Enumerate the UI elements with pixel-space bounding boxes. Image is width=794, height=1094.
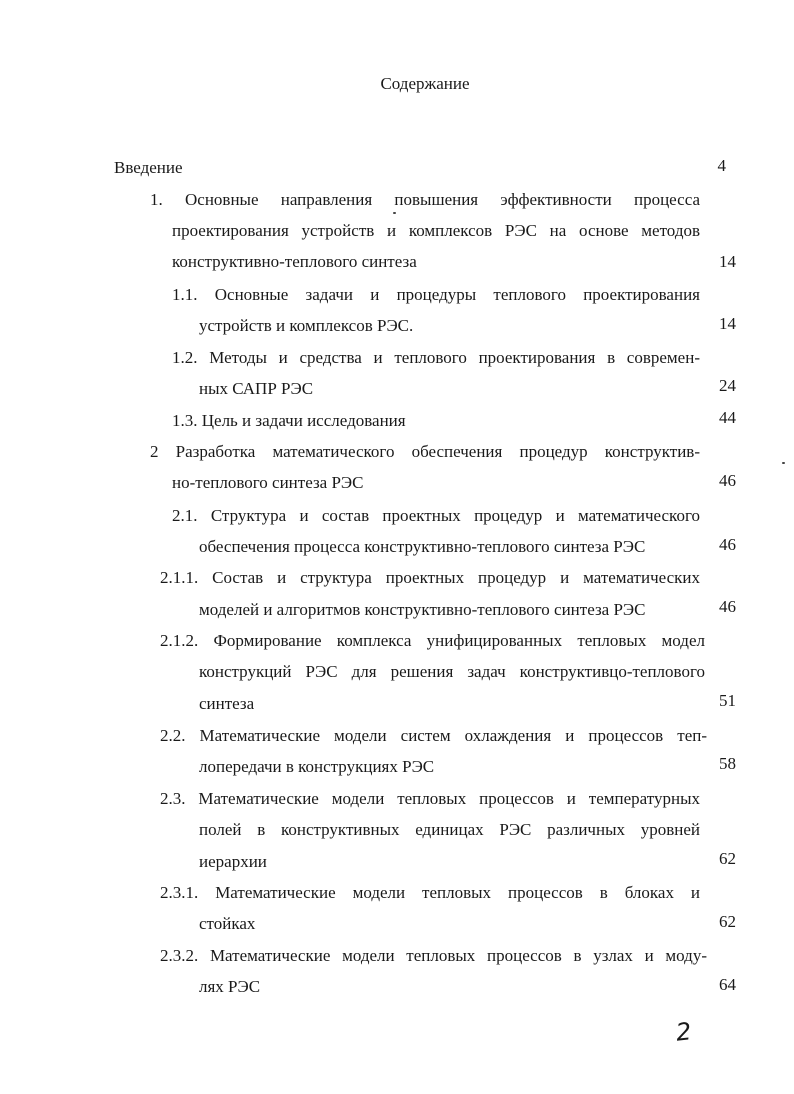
toc-entry-line: полей в конструктивных единицах РЭС различных уровней bbox=[199, 820, 700, 839]
toc-entry-line: 1.1. Основные задачи и процедуры теплового проектирования bbox=[172, 285, 700, 304]
scan-speck bbox=[393, 212, 396, 214]
toc-entry-line: Введение bbox=[114, 158, 183, 177]
toc-entry-line: 1.3. Цель и задачи исследования bbox=[172, 411, 406, 430]
toc-entry-line: синтеза bbox=[199, 694, 255, 713]
toc-page-number: 58 bbox=[719, 754, 736, 773]
toc-page-number: 62 bbox=[719, 912, 736, 931]
toc-page-number: 4 bbox=[717, 156, 726, 175]
toc-entry-line: обеспечения процесса конструктивно-теплового синтеза РЭС bbox=[199, 537, 646, 556]
scan-speck bbox=[782, 462, 785, 464]
toc-page-number: 24 bbox=[719, 376, 736, 395]
toc-entry-line: устройств и комплексов РЭС. bbox=[199, 316, 414, 335]
toc-page-number: 46 bbox=[719, 535, 736, 554]
toc-page-number: 14 bbox=[719, 314, 736, 333]
toc-page-number: 46 bbox=[719, 597, 736, 616]
handwritten-page-number: 2 bbox=[674, 1017, 693, 1047]
toc-entry-line: 2.3. Математические модели тепловых процессов и температурных bbox=[160, 789, 700, 808]
toc-page-number: 64 bbox=[719, 975, 736, 994]
toc-page-number: 51 bbox=[719, 691, 736, 710]
toc-entry-line: лях РЭС bbox=[199, 977, 261, 996]
toc-entry-line: проектирования устройств и комплексов РЭС на основе методов bbox=[172, 221, 700, 240]
toc-entry-line: 2.1.2. Формирование комплекса унифицированных тепловых модел bbox=[160, 631, 705, 650]
toc-entry-line: но-теплового синтеза РЭС bbox=[172, 473, 364, 492]
toc-entry-line: конструктивно-теплового синтеза bbox=[172, 252, 417, 271]
toc-title: Содержание bbox=[380, 74, 470, 93]
toc-entry-line: 2.3.1. Математические модели тепловых процессов в блоках и bbox=[160, 883, 700, 902]
toc-page-number: 62 bbox=[719, 849, 736, 868]
toc-page-number: 46 bbox=[719, 471, 736, 490]
toc-entry-line: моделей и алгоритмов конструктивно-теплового синтеза РЭС bbox=[199, 600, 646, 619]
toc-page-number: 14 bbox=[719, 252, 736, 271]
toc-entry-line: иерархии bbox=[199, 852, 267, 871]
toc-entry-line: 1.2. Методы и средства и теплового проектирования в современ- bbox=[172, 348, 700, 367]
toc-entry-line: стойках bbox=[199, 914, 256, 933]
toc-entry-line: 2 Разработка математического обеспечения процедур конструктив- bbox=[150, 442, 700, 461]
toc-entry-line: 2.2. Математические модели систем охлаждения и процессов теп- bbox=[160, 726, 707, 745]
toc-entry-line: 2.1.1. Состав и структура проектных процедур и математических bbox=[160, 568, 700, 587]
toc-entry-line: лопередачи в конструкциях РЭС bbox=[199, 757, 435, 776]
toc-entry-line: 2.1. Структура и состав проектных процедур и математического bbox=[172, 506, 700, 525]
toc-entry-line: 2.3.2. Математические модели тепловых процессов в узлах и моду- bbox=[160, 946, 707, 965]
toc-entry-line: конструкций РЭС для решения задач конструктивцо-теплового bbox=[199, 662, 705, 681]
toc-entry-line: 1. Основные направления повышения эффективности процесса bbox=[150, 190, 700, 209]
toc-entry-line: ных САПР РЭС bbox=[199, 379, 314, 398]
toc-page-number: 44 bbox=[719, 408, 736, 427]
